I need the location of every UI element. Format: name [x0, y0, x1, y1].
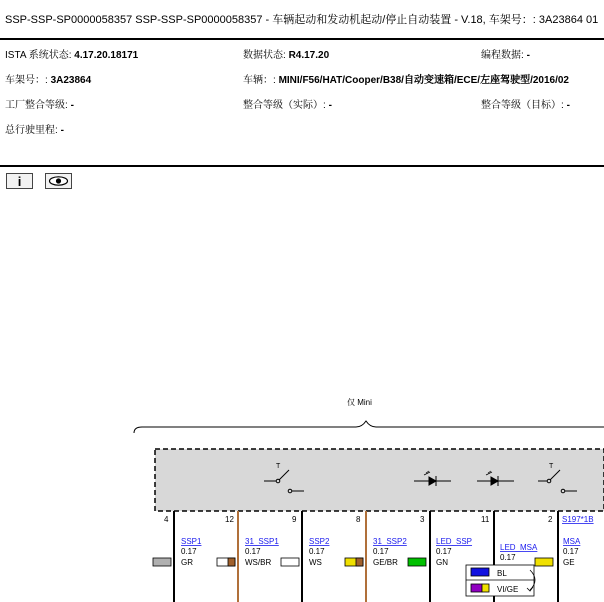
wire-size: 0.17 — [563, 547, 579, 556]
wire-color-code: GR — [181, 558, 193, 567]
wire-color-swatch — [408, 558, 426, 566]
page-title: SSP-SSP-SP0000058357 SSP-SSP-SP0000058357 - 车辆起动和发动机起动/停止自动装置 - V.18, 车架号：: 3A23864 01 — [5, 14, 599, 26]
wire-color-swatch — [535, 558, 553, 566]
programming-data: 编程数据: - — [481, 50, 530, 61]
wire-name-link[interactable]: LED_MSA — [500, 543, 538, 552]
svg-text:T: T — [276, 463, 281, 470]
wire-name-link[interactable]: 31_SSP1 — [245, 537, 279, 546]
pin-number: 8 — [356, 515, 361, 524]
vehicle-field: 车辆：: MINI/F56/HAT/Cooper/B38/自动变速箱/ECE/左座驾驶型/2016/02 — [243, 75, 569, 86]
pin-number: 9 — [292, 515, 297, 524]
wire-name-link[interactable]: LED_SSP — [436, 537, 473, 546]
wire-size: 0.17 — [373, 547, 389, 556]
wire-size: 0.17 — [181, 547, 197, 556]
svg-text:T: T — [549, 463, 554, 470]
alternative-colors-box — [466, 565, 535, 596]
switch-component-box — [155, 449, 604, 511]
wire-color-code: GN — [436, 558, 448, 567]
wire-color-swatch — [471, 584, 482, 592]
data-status: 数据状态: R4.17.20 — [243, 50, 330, 61]
wire-color-swatch — [153, 558, 171, 566]
pin-number: 11 — [481, 515, 490, 524]
wire-color-code: GE/BR — [373, 558, 398, 567]
wire-name-link[interactable]: SSP1 — [181, 537, 202, 546]
pin-number: 2 — [548, 515, 553, 524]
svg-text:i: i — [17, 174, 22, 188]
wire-color-swatch — [217, 558, 235, 566]
wire-color-code: BL — [497, 569, 507, 578]
wire-name-link[interactable]: MSA — [563, 537, 581, 546]
ista-status: ISTA 系统状态: 4.17.20.18171 — [5, 50, 139, 61]
wire-color-code: GE — [563, 558, 575, 567]
group-label: 仅 Mini — [347, 398, 372, 407]
connector-link[interactable]: S197*1B — [562, 515, 594, 524]
wire-color-code: VI/GE — [497, 585, 519, 594]
wire-size: 0.17 — [309, 547, 325, 556]
wire-color-swatch — [471, 568, 489, 576]
wire-size: 0.17 — [500, 553, 516, 562]
vin-field: 车架号：: 3A23864 — [5, 75, 92, 86]
pin-number: 3 — [420, 515, 425, 524]
wire-color-code: WS/BR — [245, 558, 272, 567]
factory-level: 工厂整合等级: - — [5, 100, 74, 111]
wire-name-link[interactable]: 31_SSP2 — [373, 537, 407, 546]
total-mileage: 总行驶里程: - — [5, 125, 64, 136]
group-brace — [134, 421, 604, 433]
wire-size: 0.17 — [245, 547, 261, 556]
pin-number: 12 — [225, 515, 234, 524]
target-level: 整合等级（目标）: - — [481, 100, 570, 111]
wire-color-swatch — [281, 558, 299, 566]
wire-size: 0.17 — [436, 547, 452, 556]
wire-name-link[interactable]: SSP2 — [309, 537, 330, 546]
wire-color-code: WS — [309, 558, 322, 567]
wire-color-swatch — [345, 558, 363, 566]
actual-level: 整合等级（实际）: - — [243, 100, 332, 111]
pin-number: 4 — [164, 515, 169, 524]
